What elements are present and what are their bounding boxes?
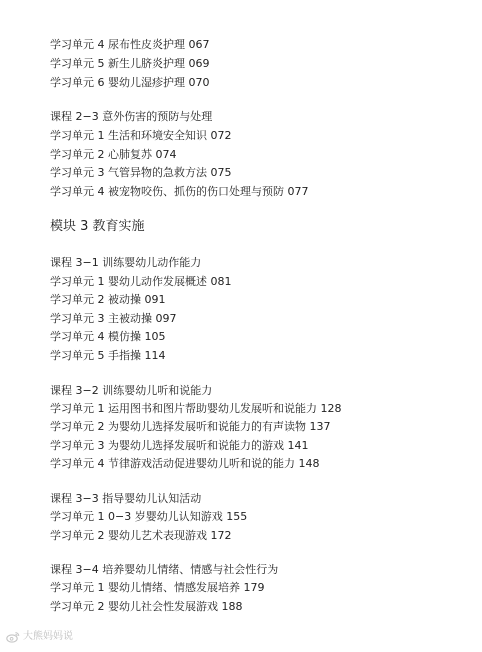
- toc-line: 学习单元 2 心肺复苏 074: [50, 148, 177, 161]
- watermark-text: 大熊妈妈说: [23, 631, 73, 642]
- toc-line: 学习单元 1 婴幼儿动作发展概述 081: [50, 275, 232, 288]
- course-heading: 课程 3−3 指导婴幼儿认知活动: [50, 492, 202, 505]
- toc-line: 学习单元 2 被动操 091: [50, 293, 166, 306]
- watermark: [6, 631, 73, 643]
- toc-line: 学习单元 1 婴幼儿情绪、情感发展培养 179: [50, 581, 265, 594]
- weibo-logo-icon: [6, 631, 20, 643]
- course-heading: 课程 3−2 训练婴幼儿听和说能力: [50, 384, 213, 397]
- toc-line: 学习单元 5 手指操 114: [50, 349, 166, 362]
- toc-line: 学习单元 4 模仿操 105: [50, 330, 166, 343]
- toc-line: 学习单元 2 婴幼儿艺术表现游戏 172: [50, 529, 232, 542]
- toc-line: 学习单元 4 节律游戏活动促进婴幼儿听和说的能力 148: [50, 457, 320, 470]
- toc-line: 学习单元 5 新生儿脐炎护理 069: [50, 57, 210, 70]
- toc-line: 学习单元 2 婴幼儿社会性发展游戏 188: [50, 600, 243, 613]
- toc-line: 学习单元 6 婴幼儿湿疹护理 070: [50, 76, 210, 89]
- toc-line: 学习单元 1 生活和环境安全知识 072: [50, 129, 232, 142]
- course-heading: 课程 3−1 训练婴幼儿动作能力: [50, 256, 202, 269]
- toc-line: 学习单元 4 被宠物咬伤、抓伤的伤口处理与预防 077: [50, 185, 309, 198]
- toc-line: 学习单元 3 为婴幼儿选择发展听和说能力的游戏 141: [50, 439, 309, 452]
- module-heading: 模块 3 教育实施: [50, 219, 145, 234]
- toc-line: 学习单元 2 为婴幼儿选择发展听和说能力的有声读物 137: [50, 420, 331, 433]
- course-heading: 课程 2−3 意外伤害的预防与处理: [50, 110, 213, 123]
- course-heading: 课程 3−4 培养婴幼儿情绪、情感与社会性行为: [50, 563, 279, 576]
- toc-line: 学习单元 3 主被动操 097: [50, 312, 177, 325]
- toc-line: 学习单元 3 气管异物的急救方法 075: [50, 166, 232, 179]
- toc-line: 学习单元 1 0−3 岁婴幼儿认知游戏 155: [50, 510, 248, 523]
- toc-line: 学习单元 4 尿布性皮炎护理 067: [50, 38, 210, 51]
- toc-line: 学习单元 1 运用图书和图片帮助婴幼儿发展听和说能力 128: [50, 402, 342, 415]
